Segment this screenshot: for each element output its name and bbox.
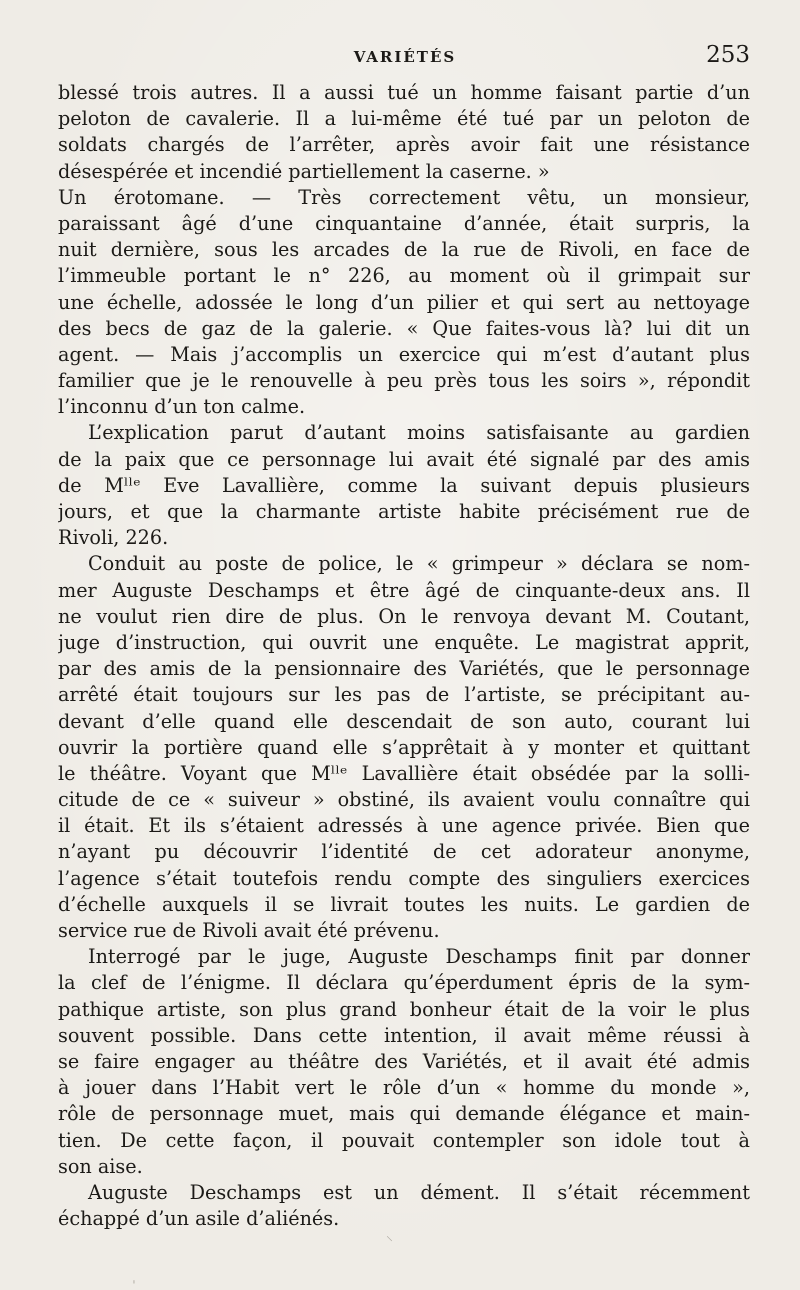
text-line: L’explication parut d’autant moins satisfaisante au gardien — [88, 421, 750, 445]
text-line: soldats chargés de l’arrêter, après avoir fait une résistance — [58, 133, 750, 157]
text-line: juge d’instruction, qui ouvrit une enquête. Le magistrat apprit, — [58, 630, 750, 654]
text-line: une échelle, adossée le long d’un pilier et qui sert au nettoyage — [58, 290, 750, 314]
text-line: désespérée et incendié partiellement la caserne. » — [58, 159, 550, 183]
text-line: échappé d’un asile d’aliénés. — [58, 1207, 340, 1231]
text-line: paraissant âgé d’une cinquantaine d’année, était surpris, la — [58, 211, 750, 235]
scan-speck: ⸌ — [386, 1234, 393, 1250]
text-line: agent. — Mais j’accomplis un exercice qui m’est d’autant plus — [58, 342, 750, 366]
text-line: Interrogé par le juge, Auguste Deschamps finit par donner — [88, 945, 750, 969]
text-line: mer Auguste Deschamps et être âgé de cinquante-deux ans. Il — [58, 578, 750, 602]
text-line: rôle de personnage muet, mais qui demande élégance et main- — [58, 1102, 750, 1126]
text-line: blessé trois autres. Il a aussi tué un homme faisant partie d’un — [58, 81, 750, 104]
text-line: n’ayant pu découvrir l’identité de cet adorateur anonyme, — [58, 840, 750, 864]
running-header — [60, 40, 750, 70]
text-line: ouvrir la portière quand elle s’apprêtait à y monter et quittant — [58, 735, 750, 759]
text-line: arrêté était toujours sur les pas de l’artiste, se précipitant au- — [58, 683, 750, 707]
text-line: Auguste Deschamps est un dément. Il s’était récemment — [88, 1180, 750, 1204]
text-line: l’inconnu d’un ton calme. — [58, 395, 306, 419]
text-line: l’immeuble portant le n° 226, au moment où il grimpait sur — [58, 264, 750, 288]
text-line: jours, et que la charmante artiste habite précisément rue de — [58, 500, 750, 523]
text-line: il était. Et ils s’étaient adressés à une agence privée. Bien que — [58, 814, 750, 838]
text-line: devant d’elle quand elle descendait de son auto, courant lui — [58, 709, 750, 733]
text-line: l’agence s’était toutefois rendu compte des singuliers exercices — [58, 866, 750, 890]
text-line: tien. De cette façon, il pouvait contempler son idole tout à — [58, 1128, 750, 1152]
body-text — [58, 80, 750, 1232]
text-line: familier que je le renouvelle à peu près tous les soirs », répondit — [58, 369, 750, 393]
text-line: Conduit au poste de police, le « grimpeur » déclara se nom- — [88, 552, 750, 576]
text-line: ne voulut rien dire de plus. On le renvoya devant M. Coutant, — [58, 604, 750, 628]
text-line: peloton de cavalerie. Il a lui-même été tué par un peloton de — [58, 107, 750, 131]
text-line: des becs de gaz de la galerie. « Que faites-vous là? lui dit un — [58, 316, 750, 340]
running-title: VARIÉTÉS — [353, 48, 457, 66]
text-line: se faire engager au théâtre des Variétés, et il avait été admis — [58, 1049, 750, 1073]
text-line: la clef de l’énigme. Il déclara qu’éperdument épris de la sym- — [58, 971, 750, 995]
text-line: à jouer dans l’Habit vert le rôle d’un « homme du monde », — [58, 1076, 750, 1100]
text-line: citude de ce « suiveur » obstiné, ils avaient voulu connaître qui — [58, 788, 750, 812]
text-line: service rue de Rivoli avait été prévenu. — [58, 919, 440, 942]
page-number: 253 — [706, 42, 750, 68]
text-line: Rivoli, 226. — [58, 526, 169, 550]
text-line: par des amis de la pensionnaire des Variétés, que le personnage — [58, 657, 750, 681]
text-line: d’échelle auxquels il se livrait toutes les nuits. Le gardien de — [58, 892, 750, 916]
text-line: de la paix que ce personnage lui avait été signalé par des amis — [58, 447, 750, 471]
text-line: son aise. — [58, 1154, 143, 1178]
text-line: de Mˡˡᵉ Eve Lavallière, comme la suivant depuis plusieurs — [58, 473, 750, 497]
text-line: le théâtre. Voyant que Mˡˡᵉ Lavallière était obsédée par la solli- — [58, 761, 750, 785]
text-line: Un érotomane. — Très correctement vêtu, un monsieur, — [58, 185, 750, 209]
scan-speck: ˌ — [132, 1270, 136, 1286]
text-line: souvent possible. Dans cette intention, il avait même réussi à — [58, 1023, 750, 1047]
text-line: nuit dernière, sous les arcades de la rue de Rivoli, en face de — [58, 238, 750, 262]
text-line: pathique artiste, son plus grand bonheur était de la voir le plus — [58, 997, 750, 1021]
